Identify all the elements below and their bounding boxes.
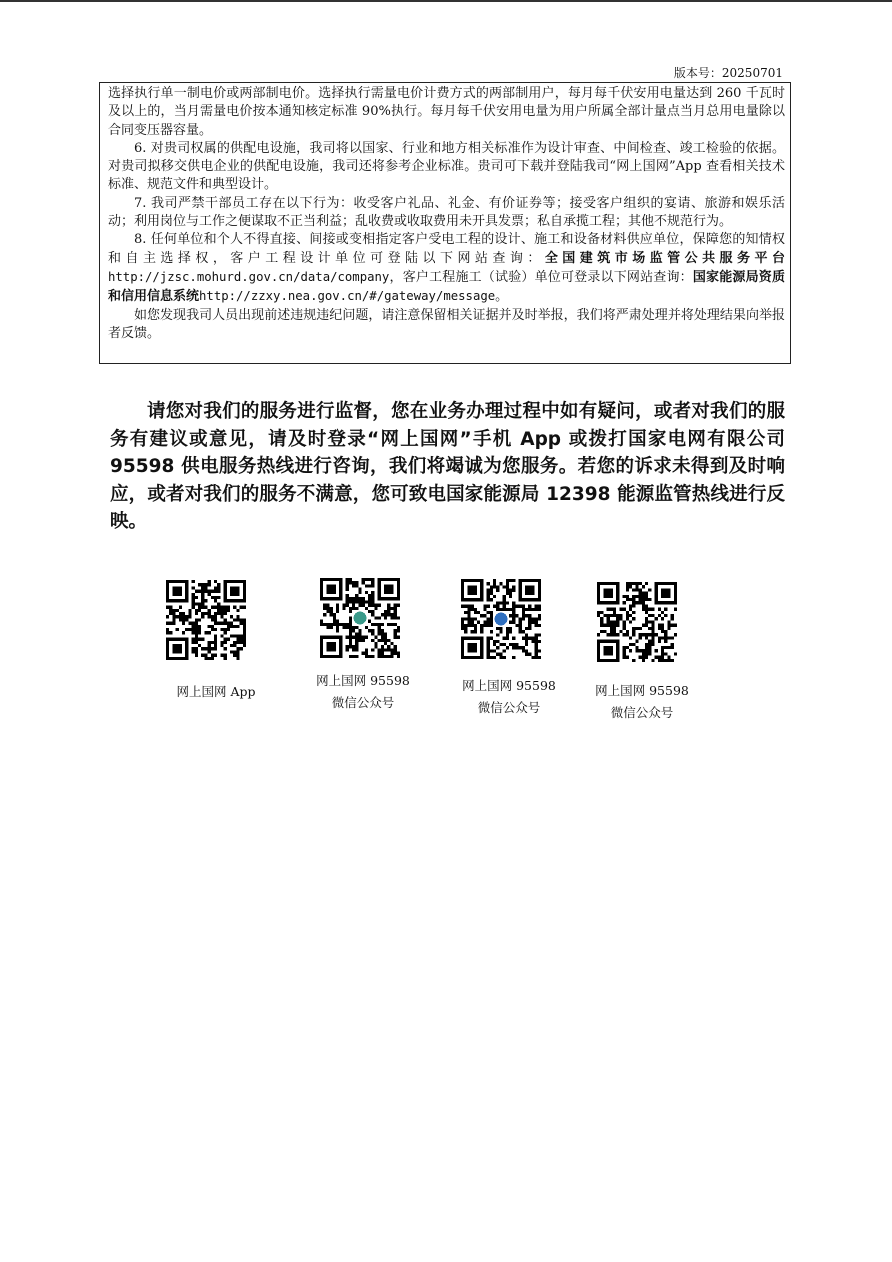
- site-2-url: http://zzxy.nea.gov.cn/#/gateway/message: [199, 289, 496, 304]
- site-1-url: http://jzsc.mohurd.gov.cn/data/company: [108, 269, 390, 284]
- notice-para-0: 选择执行单一制电价或两部制电价。选择执行需量电价计费方式的两部制用户，每月每千伏安用电量达到 260 千瓦时及以上的，当月需量电价按本通知核定标准 90%执行。每月每千伏安用电量为用户所属全部计量点当月总用电量除以合同变压器容量。: [108, 86, 785, 138]
- site-2-name: 国家能源局资质和信用信息系统: [108, 269, 785, 305]
- site-1-name: 全国建筑市场监管公共服务平台: [544, 250, 785, 266]
- qr-caption-line-2: 微信公众号: [477, 700, 541, 715]
- qr-caption-line-1: 网上国网 95598: [316, 673, 410, 688]
- qr-caption-line-1: 网上国网 App: [176, 684, 256, 699]
- item-8-text-3: 。: [495, 289, 509, 305]
- notice-item-8: [108, 231, 785, 306]
- closing-paragraph: 请您对我们的服务进行监督，您在业务办理过程中如有疑问，或者对我们的服务有建议或意见，请及时登录“网上国网”手机 App 或拨打国家电网有限公司 95598 供电服务热线进行咨询，我们将竭诚为您服务。若您的诉求未得到及时响应，或者对我们的服务不满意，您可致电国家能源局 12398 能源监管热线进行反映。: [110, 401, 785, 533]
- qr-caption-line-2: 微信公众号: [331, 695, 395, 710]
- notice-report-note: 如您发现我司人员出现前述违规违纪问题，请注意保留相关证据并及时举报，我们将严肃处理并将处理结果向举报者反馈。: [108, 307, 785, 341]
- item-8-text-1: 8. 任何单位和个人不得直接、间接或变相指定客户受电工程的设计、施工和设备材料供应单位，保障您的知情权和自主选择权，客户工程设计单位可登陆以下网站查询：: [108, 232, 785, 266]
- qr-caption-wechat-1: [293, 670, 433, 714]
- page-top-rule: [0, 0, 892, 2]
- item-8-text-2: ，客户工程施工（试验）单位可登录以下网站查询：: [389, 269, 693, 285]
- notice-item-7: 7. 我司严禁干部员工存在以下行为：收受客户礼品、礼金、有价证券等；接受客户组织的宴请、旅游和娱乐活动；利用岗位与工作之便谋取不正当利益；乱收费或收取费用未开具发票；私自承揽工程；其他不规范行为。: [108, 195, 785, 230]
- notice-box: [99, 82, 791, 364]
- qr-code-wechat-1: [320, 578, 400, 658]
- qr-code-wechat-2: [461, 579, 541, 659]
- qr-caption-wechat-3: [572, 680, 712, 724]
- qr-pattern: [320, 578, 400, 658]
- notice-item-6: 6. 对贵司权属的供配电设施，我司将以国家、行业和地方相关标准作为设计审查、中间检查、竣工检验的依据。对贵司拟移交供电企业的供配电设施，我司还将参考企业标准。贵司可下载并登陆我司“网上国网”App 查看相关技术标准、规范文件和典型设计。: [108, 140, 785, 193]
- qr-caption-app: [146, 681, 286, 703]
- qr-pattern: [461, 579, 541, 659]
- version-number: 版本号：20250701: [673, 66, 783, 80]
- qr-caption-line-1: 网上国网 95598: [595, 683, 689, 698]
- qr-pattern: [166, 580, 246, 660]
- qr-caption-wechat-2: [439, 675, 579, 719]
- qr-pattern: [597, 582, 677, 662]
- closing-statement: [110, 398, 785, 536]
- qr-code-wechat-3: [597, 582, 677, 662]
- qr-caption-line-2: 微信公众号: [610, 705, 674, 720]
- qr-caption-line-1: 网上国网 95598: [462, 678, 556, 693]
- qr-code-app: [166, 580, 246, 660]
